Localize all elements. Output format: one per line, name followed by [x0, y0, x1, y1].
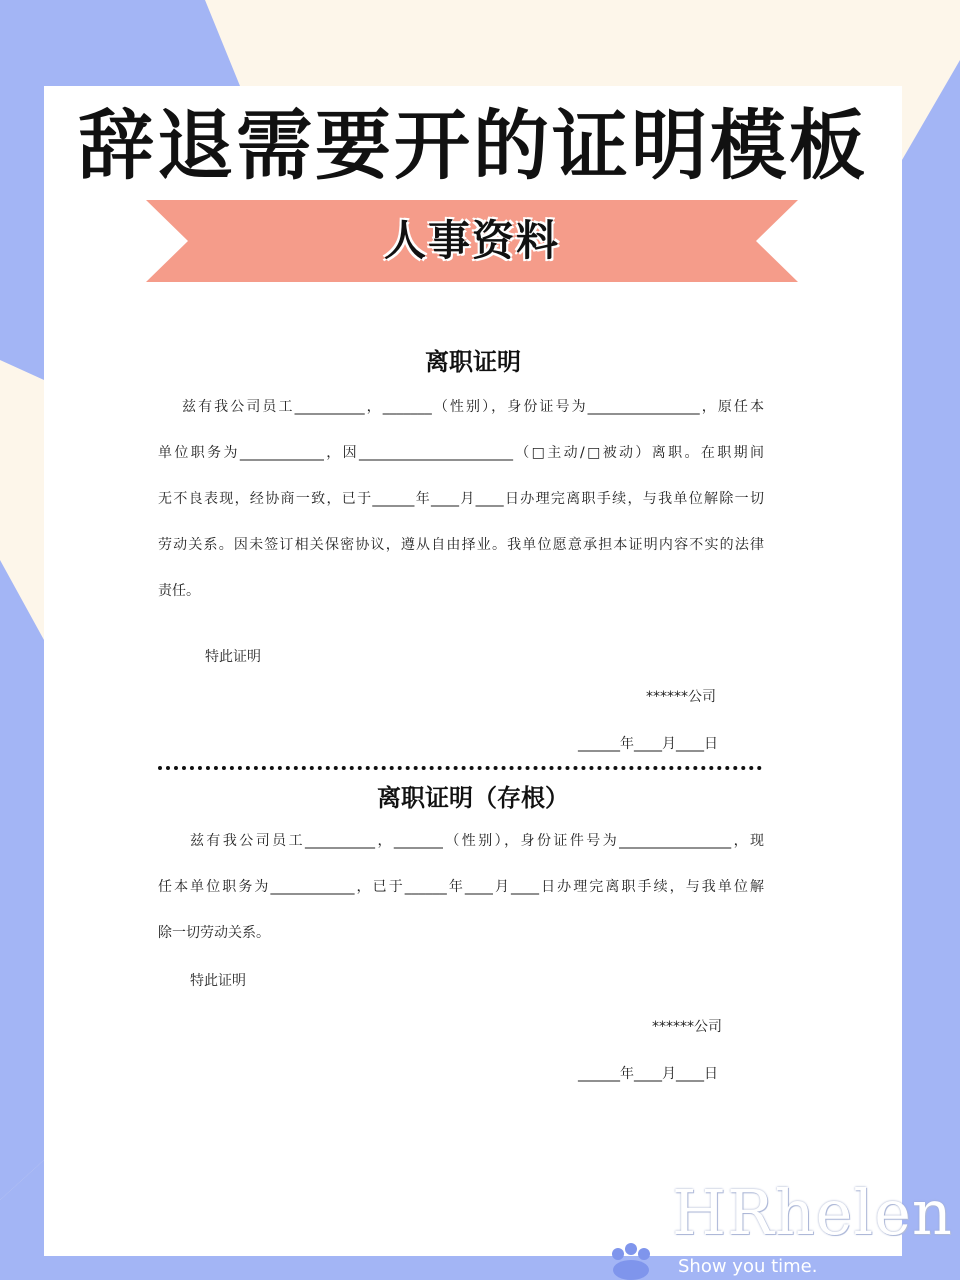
watermark-brand: HRhelen — [672, 1176, 953, 1249]
page-title: 辞退需要开的证明模板 — [78, 101, 868, 190]
stub-line: 兹有我公司员工__________，_______（性别），身份证件号为________________，现 — [190, 833, 764, 849]
stub-company: ******公司 — [652, 1019, 722, 1035]
certificate-line: 兹有我公司员工__________，_______（性别），身份证号为________________，原任本 — [182, 399, 764, 415]
certificate-title: 离职证明 — [425, 348, 521, 376]
certificate-line: 责任。 — [158, 583, 200, 599]
stub-line: 任本单位职务为____________，已于______年____月____日办理完离职手续，与我单位解 — [158, 879, 764, 895]
certificate-line: 单位职务为____________，因______________________（□主动/□被动）离职。在职期间 — [158, 445, 764, 461]
stub-closing: 特此证明 — [190, 973, 246, 989]
certificate-closing: 特此证明 — [205, 649, 261, 665]
watermark-tagline: Show you time. — [678, 1256, 818, 1277]
cut-line-divider — [158, 766, 762, 770]
certificate-line: 无不良表现，经协商一致，已于______年____月____日办理完离职手续，与我单位解除一切 — [158, 491, 764, 507]
ribbon-label: 人事资料 — [383, 216, 560, 265]
paw-icon — [606, 1240, 656, 1280]
stub-line: 除一切劳动关系。 — [158, 925, 270, 941]
certificate-company: ******公司 — [646, 689, 716, 705]
certificate-line: 劳动关系。因未签订相关保密协议，遵从自由择业。我单位愿意承担本证明内容不实的法律 — [158, 537, 764, 553]
certificate-body — [158, 397, 764, 627]
stub-body — [158, 831, 764, 969]
certificate-date: ______年____月____日 — [578, 736, 718, 752]
stub-date: ______年____月____日 — [578, 1066, 718, 1082]
stub-title: 离职证明（存根） — [377, 784, 569, 812]
